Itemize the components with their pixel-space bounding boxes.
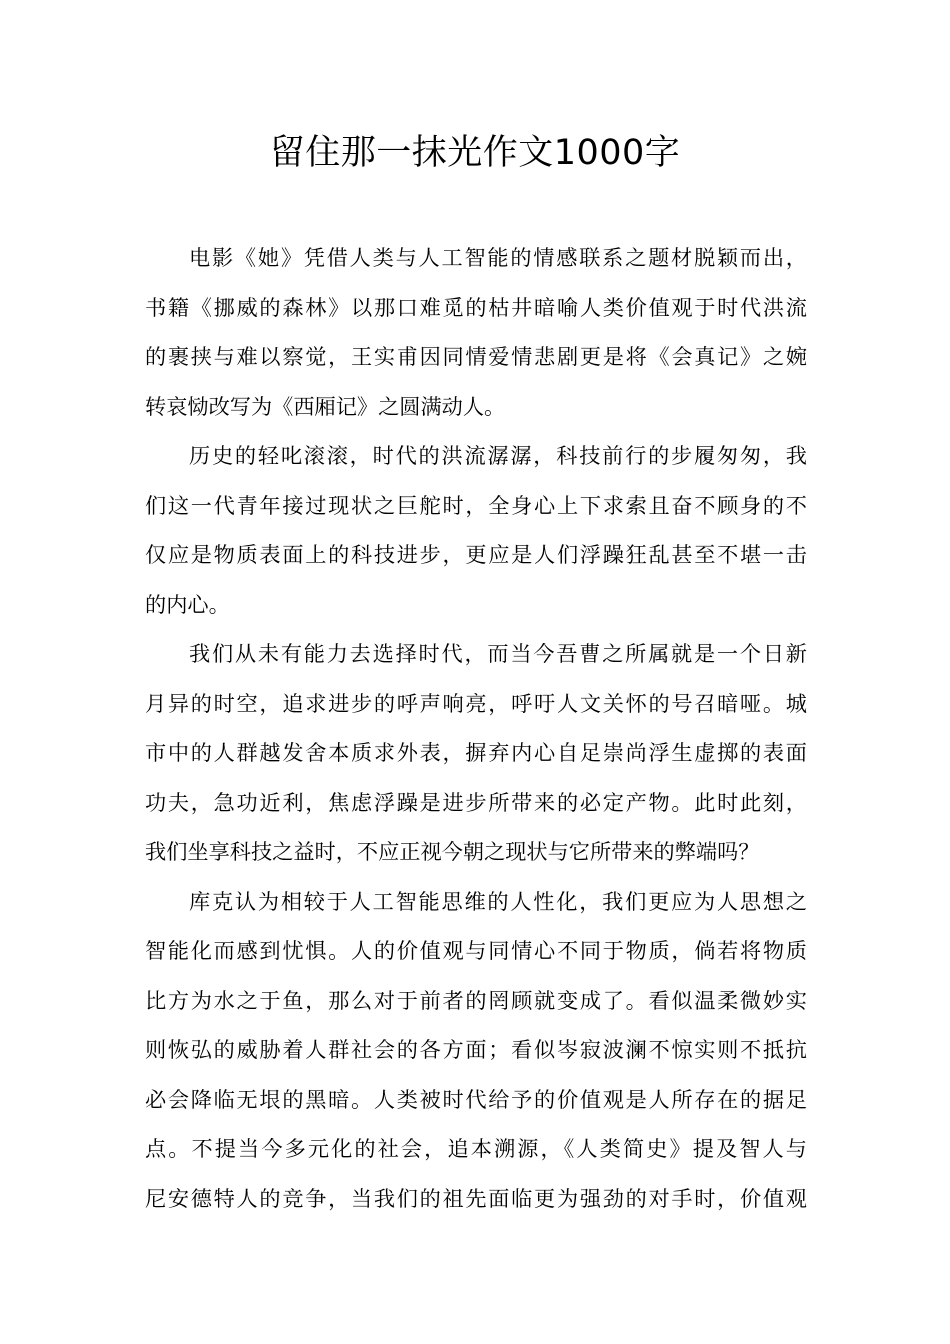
text-line: 电影《她》凭借人类与人工智能的情感联系之题材脱颖而出， [189,245,807,270]
text-line: 尼安德特人的竞争，当我们的祖先面临更为强劲的对手时，价值观 [145,1185,807,1211]
text-line: 们这一代青年接过现状之巨舵时，全身心上下求索且奋不顾身的不 [145,492,807,518]
text-line: 点。不提当今多元化的社会，追本溯源，《人类简史》提及智人与 [145,1136,807,1161]
text-line: 功夫，急功近利，焦虑浮躁是进步所带来的必定产物。此时此刻， [145,789,807,815]
document-title: 留住那一抹光作文1000字 [269,133,681,173]
text-line: 的内心。 [145,591,230,617]
text-line: 智能化而感到忧惧。人的价值观与同情心不同于物质，倘若将物质 [145,938,807,963]
text-line: 我们从未有能力去选择时代，而当今吾曹之所属就是一个日新 [189,641,807,666]
text-line: 转哀恸改写为《西厢记》之圆满动人。 [145,393,506,419]
text-line: 仅应是物质表面上的科技进步，更应是人们浮躁狂乱甚至不堪一击 [145,542,807,567]
text-line: 则恢弘的威胁着人群社会的各方面；看似岑寂波澜不惊实则不抵抗 [145,1037,807,1062]
text-line: 历史的轻叱滚滚，时代的洪流潺潺，科技前行的步履匆匆，我 [189,443,807,468]
text-line: 书籍《挪威的森林》以那口难觅的枯井暗喻人类价值观于时代洪流 [145,294,807,320]
text-line: 比方为水之于鱼，那么对于前者的罔顾就变成了。看似温柔微妙实 [145,987,807,1013]
text-line: 市中的人群越发舍本质求外表，摒弃内心自足崇尚浮生虚掷的表面 [145,740,807,765]
text-line: 库克认为相较于人工智能思维的人性化，我们更应为人思想之 [189,888,807,914]
text-line: 月异的时空，追求进步的呼声响亮，呼吁人文关怀的号召暗哑。城 [145,690,807,716]
text-line: 必会降临无垠的黑暗。人类被时代给予的价值观是人所存在的据足 [145,1086,807,1112]
text-line: 我们坐享科技之益时，不应正视今朝之现状与它所带来的弊端吗？ [145,839,760,864]
text-line: 的裹挟与难以察觉，王实甫因同情爱情悲剧更是将《会真记》之婉 [145,344,807,369]
document-body [145,233,807,1223]
